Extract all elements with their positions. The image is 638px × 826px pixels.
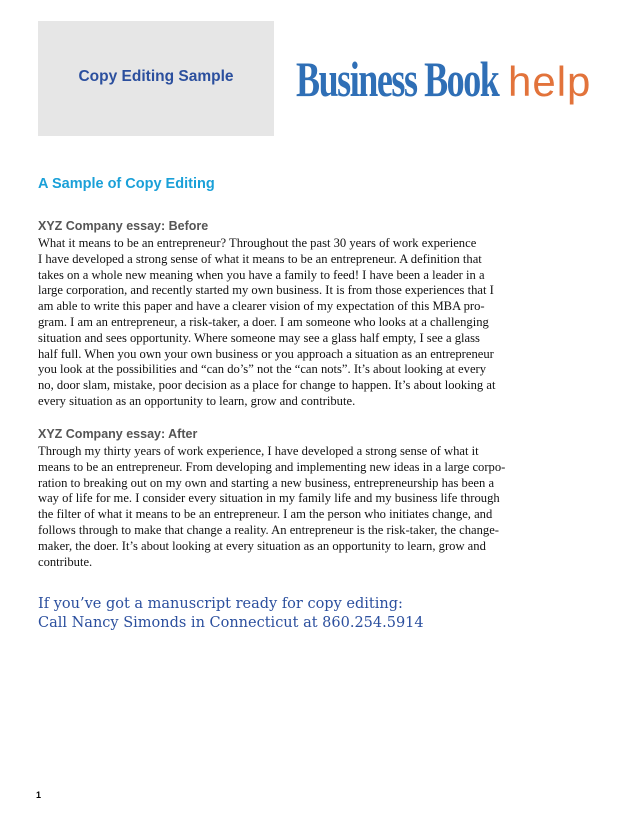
before-line: am able to write this paper and have a clearer vision of my expectation of this MBA pro- xyxy=(38,299,485,314)
cta-line-2: Call Nancy Simonds in Connecticut at 860.254.5914 xyxy=(38,615,424,631)
before-essay-body xyxy=(38,236,508,410)
page-number: 1 xyxy=(36,790,42,800)
before-line: gram. I am an entrepreneur, a risk-taker, a doer. I am someone who looks at a challenging xyxy=(38,314,489,329)
header-box-title: Copy Editing Sample xyxy=(78,67,234,85)
cta-line-1: If you’ve got a manuscript ready for copy editing: xyxy=(38,596,403,612)
after-line: contribute. xyxy=(38,554,93,569)
before-line: you look at the possibilities and “can do’s” not the “can nots”. It’s about looking at every xyxy=(38,362,487,377)
section-heading: A Sample of Copy Editing xyxy=(38,176,215,192)
after-line: follows through to make that change a reality. An entrepreneur is the risk-taker, the change- xyxy=(38,522,499,537)
after-line: Through my thirty years of work experience, I have developed a strong sense of what it xyxy=(38,444,479,458)
after-essay-body xyxy=(38,444,508,570)
before-line: no, door slam, mistake, poor decision as a place for change to happen. It’s about looking at xyxy=(38,378,496,393)
before-line: I have developed a strong sense of what it means to be an entrepreneur. A definition that xyxy=(38,251,482,266)
after-line: way of life for me. I consider every situation in my family life and my business life through xyxy=(38,491,500,506)
after-essay-heading: XYZ Company essay: After xyxy=(38,427,198,441)
logo-main-text: Business Book xyxy=(296,51,499,107)
before-line: large corporation, and recently started my own business. It is from those experiences that I xyxy=(38,283,494,298)
header-title-box xyxy=(38,21,274,136)
call-to-action xyxy=(38,595,424,633)
before-line: every situation as an opportunity to learn, grow and contribute. xyxy=(38,393,356,408)
business-book-help-logo xyxy=(296,50,591,110)
before-line: What it means to be an entrepreneur? Throughout the past 30 years of work experience xyxy=(38,236,477,250)
after-line: ration to breaking out on my own and starting a new business, entrepreneurship has been a xyxy=(38,475,495,490)
after-line: means to be an entrepreneur. From developing and implementing new ideas in a large corpo- xyxy=(38,459,506,474)
after-line: the filter of what it means to be an entrepreneur. I am the person who initiates change, and xyxy=(38,507,493,522)
logo-help-text: help xyxy=(508,58,592,105)
after-line: maker, the doer. It’s about looking at every situation as an opportunity to learn, grow and xyxy=(38,538,486,553)
before-line: takes on a whole new meaning when you have a family to feed! I have been a leader in a xyxy=(38,267,485,282)
before-line: half full. When you own your own business or you approach a situation as an entrepreneur xyxy=(38,346,494,361)
before-essay-heading: XYZ Company essay: Before xyxy=(38,219,209,233)
before-line: situation and sees opportunity. Where someone may see a glass half empty, I see a glass xyxy=(38,330,480,345)
